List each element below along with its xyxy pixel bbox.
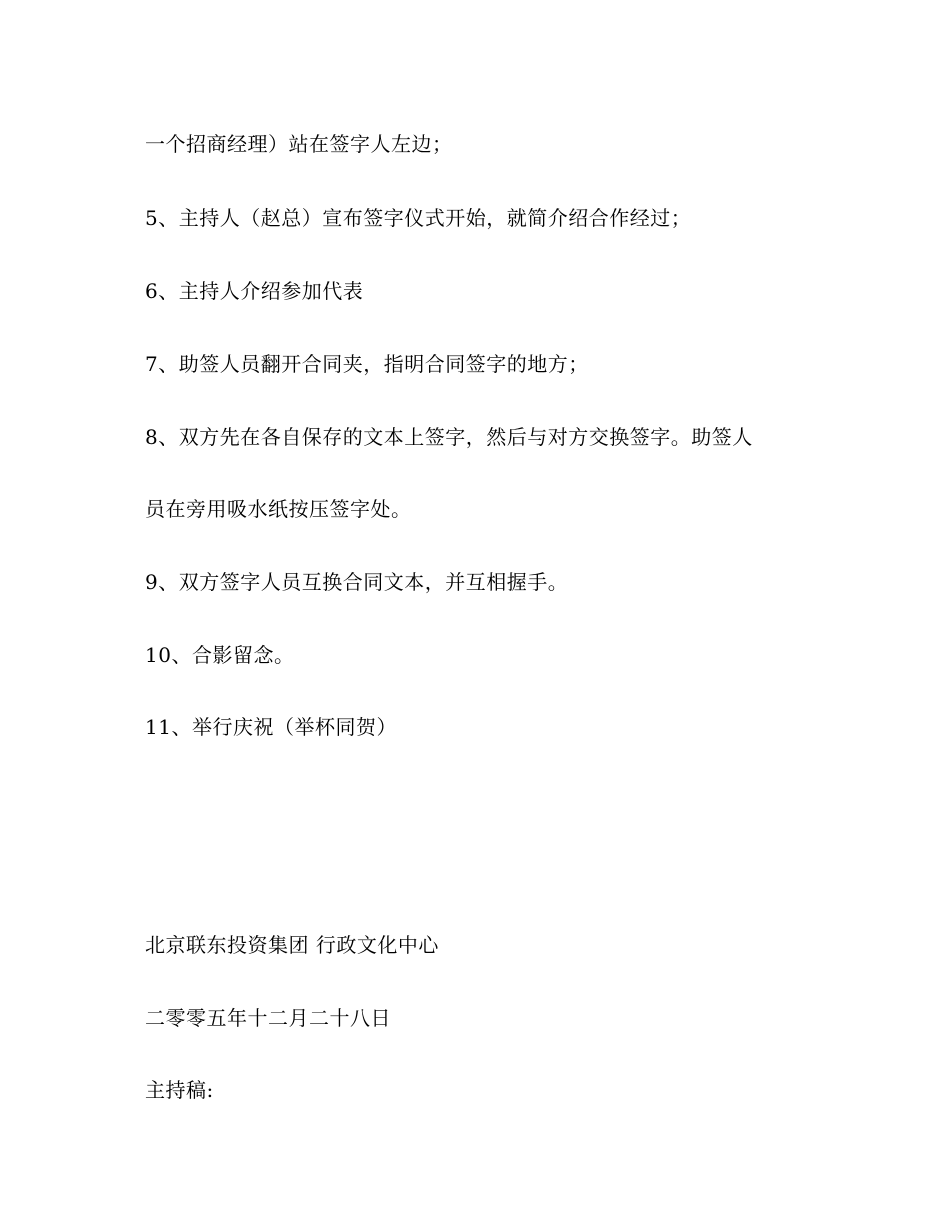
section-heading: 主持稿: bbox=[145, 1078, 214, 1102]
list-item-11: 11、举行庆祝（举杯同贺） bbox=[145, 715, 397, 739]
list-item-8-continued: 员在旁用吸水纸按压签字处。 bbox=[145, 497, 412, 521]
list-item-10: 10、合影留念。 bbox=[145, 643, 295, 667]
list-item-5: 5、主持人（赵总）宣布签字仪式开始，就简介绍合作经过； bbox=[145, 206, 692, 230]
signature-organization: 北京联东投资集团 行政文化中心 bbox=[145, 933, 439, 957]
list-item-6: 6、主持人介绍参加代表 bbox=[145, 279, 364, 303]
list-item-8: 8、双方先在各自保存的文本上签字，然后与对方交换签字。助签人 bbox=[145, 425, 753, 449]
list-item-7: 7、助签人员翻开合同夹，指明合同签字的地方； bbox=[145, 352, 589, 376]
paragraph-line: 一个招商经理）站在签字人左边； bbox=[145, 132, 453, 156]
list-item-9: 9、双方签字人员互换合同文本，并互相握手。 bbox=[145, 570, 569, 594]
signature-date: 二零零五年十二月二十八日 bbox=[145, 1006, 391, 1030]
